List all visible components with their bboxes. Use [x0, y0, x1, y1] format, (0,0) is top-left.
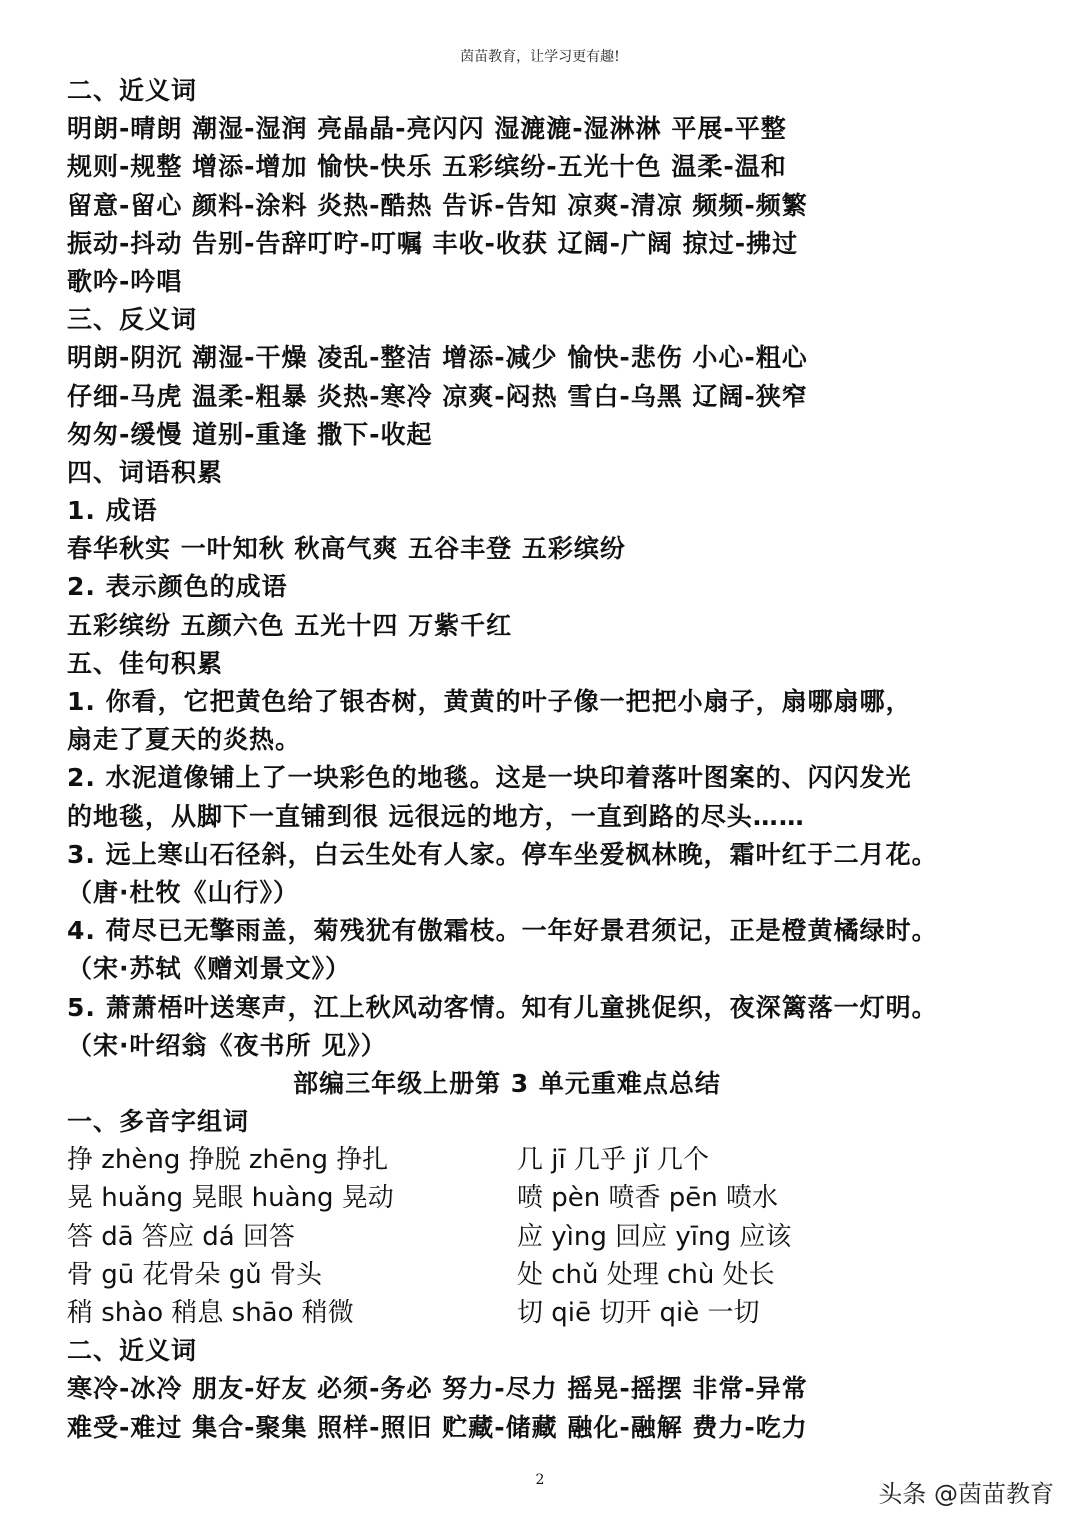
section-title: 部编三年级上册第 3 单元重难点总结 — [293, 1068, 721, 1098]
text-line: 扇走了夏天的炎热。 — [67, 725, 302, 755]
polyphone-row — [67, 1141, 1027, 1179]
text-line: 明朗-阴沉 潮湿-干燥 凌乱-整洁 增添-减少 愉快-悲伤 小心-粗心 — [67, 343, 808, 373]
text-line: 仔细-马虎 温柔-粗暴 炎热-寒冷 凉爽-闷热 雪白-乌黑 辽阔-狭窄 — [67, 381, 808, 411]
text-line: 二、近义词 — [67, 76, 198, 105]
text-line: 留意-留心 颜料-涂料 炎热-酷热 告诉-告知 凉爽-清凉 频频-频繁 — [67, 190, 808, 220]
text-line: 五彩缤纷 五颜六色 五光十四 万紫千红 — [67, 610, 513, 640]
text-line: 2. 水泥道像铺上了一块彩色的地毯。这是一块印着落叶图案的、闪闪发光 — [67, 763, 912, 793]
text-line: 1. 成语 — [67, 496, 158, 526]
text-line: 4. 荷尽已无擎雨盖，菊残犹有傲霜枝。一年好景君须记，正是橙黄橘绿时。 — [67, 916, 938, 946]
watermark: 头条 @茵苗教育 — [878, 1480, 1054, 1508]
text-line: 规则-规整 增添-增加 愉快-快乐 五彩缤纷-五光十色 温柔-温和 — [67, 152, 787, 182]
text-line: 5. 萧萧梧叶送寒声，江上秋风动客情。知有儿童挑促织，夜深篱落一灯明。 — [67, 992, 938, 1022]
polyphone-left: 稍 shào 稍息 shāo 稍微 — [67, 1298, 354, 1328]
text-line: 匆匆-缓慢 道别-重逢 撒下-收起 — [67, 419, 433, 449]
text-line: 振动-抖动 告别-告辞叮咛-叮嘱 丰收-收获 辽阔-广阔 掠过-拂过 — [67, 228, 799, 258]
polyphone-left: 骨 gū 花骨朵 gǔ 骨头 — [67, 1259, 323, 1290]
document-body — [67, 72, 1027, 1447]
text-line: 春华秋实 一叶知秋 秋高气爽 五谷丰登 五彩缤纷 — [67, 534, 626, 564]
text-line: 明朗-晴朗 潮湿-湿润 亮晶晶-亮闪闪 湿漉漉-湿淋淋 平展-平整 — [67, 114, 787, 144]
polyphone-left: 挣 zhèng 挣脱 zhēng 挣扎 — [67, 1145, 389, 1176]
page-number: 2 — [535, 1472, 545, 1488]
text-line: 五、佳句积累 — [67, 648, 224, 678]
text-line: 二、近义词 — [67, 1336, 198, 1366]
text-line: 3. 远上寒山石径斜，白云生处有人家。停车坐爱枫林晚，霜叶红于二月花。 — [67, 839, 938, 869]
text-line: 2. 表示颜色的成语 — [67, 572, 288, 602]
text-line: 四、词语积累 — [67, 457, 224, 487]
polyphone-left: 晃 huǎng 晃眼 huàng 晃动 — [67, 1183, 394, 1214]
second-section — [67, 1332, 1027, 1447]
polyphone-right: 应 yìng 回应 yīng 应该 — [517, 1221, 792, 1252]
text-line: （唐·杜牧《山行》） — [67, 877, 299, 907]
text-line: 的地毯，从脚下一直铺到很 远很远的地方，一直到路的尽头…… — [67, 801, 805, 831]
page-header: 茵苗教育，让学习更有趣! — [460, 49, 620, 65]
text-line: 三、反义词 — [67, 305, 198, 335]
text-line: 歌吟-吟唱 — [67, 266, 183, 296]
polyphone-list — [67, 1141, 1027, 1332]
text-line: （宋·叶绍翁《夜书所 见》） — [67, 1030, 387, 1060]
text-line: （宋·苏轼《赠刘景文》） — [67, 954, 351, 984]
polyphone-left: 答 dā 答应 dá 回答 — [67, 1221, 295, 1252]
text-line: 寒冷-冰冷 朋友-好友 必须-务必 努力-尽力 摇晃-摇摆 非常-异常 — [67, 1374, 808, 1404]
polyphone-row — [67, 1294, 1027, 1332]
first-section — [67, 72, 1027, 1065]
polyphone-right: 几 jī 几乎 jǐ 几个 — [517, 1145, 709, 1176]
polyphone-row — [67, 1256, 1027, 1294]
polyphone-title: 一、多音字组词 — [67, 1107, 250, 1137]
polyphone-right: 喷 pèn 喷香 pēn 喷水 — [517, 1183, 779, 1214]
polyphone-row — [67, 1179, 1027, 1217]
polyphone-row — [67, 1218, 1027, 1256]
polyphone-right: 处 chǔ 处理 chù 处长 — [517, 1259, 775, 1290]
text-line: 难受-难过 集合-聚集 照样-照旧 贮藏-储藏 融化-融解 费力-吃力 — [67, 1412, 808, 1442]
polyphone-right: 切 qiē 切开 qiè 一切 — [517, 1298, 760, 1328]
text-line: 1. 你看，它把黄色给了银杏树，黄黄的叶子像一把把小扇子，扇哪扇哪， — [67, 687, 912, 716]
